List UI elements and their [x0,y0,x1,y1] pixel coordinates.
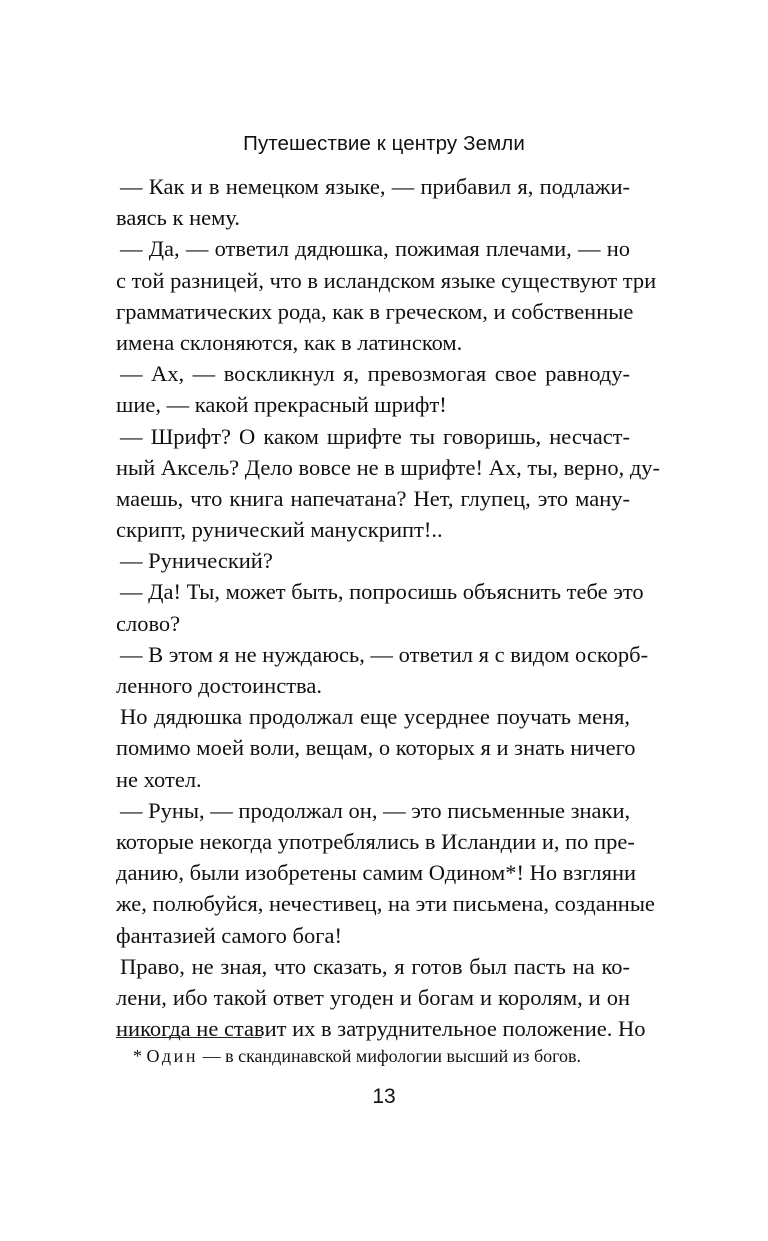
text-line: — В этом я не нуждаюсь, — ответил я с видом оскорб- [120,641,649,667]
footnote-term: Один [146,1046,199,1066]
text-line: данию, были изобретены самим Одином*! Но взгляни [116,860,637,886]
running-title: Путешествие к центру Земли [243,132,525,155]
text-line: — Шрифт? О каком шрифте ты говоришь, несчаст- [120,423,630,449]
text-line: — Да! Ты, может быть, попросишь объяснить тебе это [120,579,644,605]
text-line: лени, ибо такой ответ угоден и богам и королям, и он [116,984,630,1010]
text-line: — Как и в немецком языке, — прибавил я, подлажи- [120,174,630,199]
text-line: грамматических рода, как в греческом, и собственные [116,298,634,324]
text-line: Но дядюшка продолжал еще усерднее поучать меня, [120,704,630,730]
footnote-rule [116,1037,262,1038]
footnote-marker: * [133,1046,142,1066]
page-number: 13 [372,1085,396,1108]
text-line: — Руны, — продолжал он, — это письменные знаки, [120,797,631,823]
body-text [116,171,661,1044]
text-line: фантазией самого бога! [116,922,342,948]
text-line: имена склоняются, как в латинском. [116,329,463,355]
text-line: ваясь к нему. [116,205,240,231]
text-line: не хотел. [116,766,202,792]
text-line: — Рунический? [120,548,273,574]
text-line: скрипт, рунический манускрипт!.. [116,517,443,543]
text-line: ный Аксель? Дело вовсе не в шрифте! Ах, ты, верно, ду- [116,454,661,480]
text-line: — Да, — ответил дядюшка, пожимая плечами, — но [120,236,630,262]
footnote-text: — в скандинавской мифологии высший из богов. [202,1046,582,1066]
text-line: маешь, что книга напечатана? Нет, глупец, это ману- [116,485,630,511]
text-line: помимо моей воли, вещам, о которых я и знать ничего [116,735,636,761]
text-line: никогда не ставит их в затруднительное положение. Но [116,1016,646,1042]
text-line: с той разницей, что в исландском языке существуют три [116,267,657,293]
footnote [133,1043,633,1069]
text-line: же, полюбуйся, нечестивец, на эти письмена, созданные [116,891,655,917]
text-line: ленного достоинства. [116,673,322,698]
text-line: шие, — какой прекрасный шрифт! [116,392,447,418]
text-line: которые некогда употреблялись в Исландии и, по пре- [116,828,635,854]
text-line: — Ах, — воскликнул я, превозмогая свое равноду- [120,361,630,387]
text-line: слово? [116,610,181,636]
text-line: Право, не зная, что сказать, я готов был пасть на ко- [120,953,630,979]
